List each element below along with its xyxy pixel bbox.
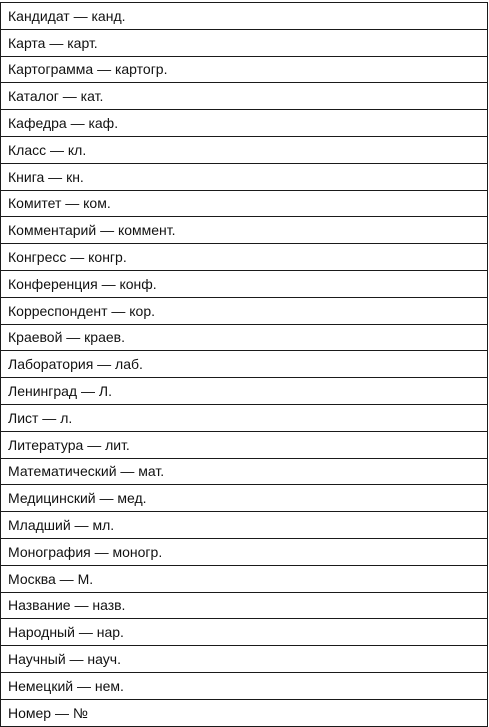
table-row	[1, 3, 488, 30]
abbreviation-table-body	[1, 3, 488, 727]
abbreviation-cell: Лист — л.	[1, 404, 488, 431]
table-row	[1, 538, 488, 565]
abbreviation-cell: Ленинград — Л.	[1, 378, 488, 405]
table-row	[1, 672, 488, 699]
table-row	[1, 351, 488, 378]
table-row	[1, 136, 488, 163]
table-row	[1, 592, 488, 619]
table-row	[1, 244, 488, 271]
table-row	[1, 83, 488, 110]
abbreviation-cell: Книга — кн.	[1, 163, 488, 190]
table-row	[1, 378, 488, 405]
table-row	[1, 404, 488, 431]
table-row	[1, 646, 488, 673]
table-row	[1, 56, 488, 83]
table-row	[1, 699, 488, 726]
abbreviation-cell: Литература — лит.	[1, 431, 488, 458]
abbreviation-cell: Краевой — краев.	[1, 324, 488, 351]
table-row	[1, 297, 488, 324]
abbreviation-table	[0, 2, 488, 727]
abbreviation-cell: Карта — карт.	[1, 29, 488, 56]
abbreviation-cell: Номер — №	[1, 699, 488, 726]
abbreviation-cell: Математический — мат.	[1, 458, 488, 485]
table-row	[1, 431, 488, 458]
abbreviation-cell: Комментарий — коммент.	[1, 217, 488, 244]
table-row	[1, 163, 488, 190]
table-row	[1, 270, 488, 297]
abbreviation-cell: Лаборатория — лаб.	[1, 351, 488, 378]
abbreviation-cell: Комитет — ком.	[1, 190, 488, 217]
table-row	[1, 110, 488, 137]
abbreviation-cell: Монография — моногр.	[1, 538, 488, 565]
table-row	[1, 565, 488, 592]
abbreviation-table-container	[0, 2, 488, 727]
table-row	[1, 512, 488, 539]
abbreviation-cell: Класс — кл.	[1, 136, 488, 163]
abbreviation-cell: Немецкий — нем.	[1, 672, 488, 699]
abbreviation-cell: Медицинский — мед.	[1, 485, 488, 512]
abbreviation-cell: Народный — нар.	[1, 619, 488, 646]
abbreviation-cell: Москва — М.	[1, 565, 488, 592]
abbreviation-cell: Название — назв.	[1, 592, 488, 619]
table-row	[1, 190, 488, 217]
abbreviation-cell: Младший — мл.	[1, 512, 488, 539]
table-row	[1, 458, 488, 485]
table-row	[1, 485, 488, 512]
abbreviation-cell: Конгресс — конгр.	[1, 244, 488, 271]
abbreviation-cell: Картограмма — картогр.	[1, 56, 488, 83]
table-row	[1, 619, 488, 646]
table-row	[1, 217, 488, 244]
abbreviation-cell: Корреспондент — кор.	[1, 297, 488, 324]
abbreviation-cell: Конференция — конф.	[1, 270, 488, 297]
table-row	[1, 29, 488, 56]
abbreviation-cell: Научный — науч.	[1, 646, 488, 673]
abbreviation-cell: Кафедра — каф.	[1, 110, 488, 137]
abbreviation-cell: Каталог — кат.	[1, 83, 488, 110]
table-row	[1, 324, 488, 351]
abbreviation-cell: Кандидат — канд.	[1, 3, 488, 30]
